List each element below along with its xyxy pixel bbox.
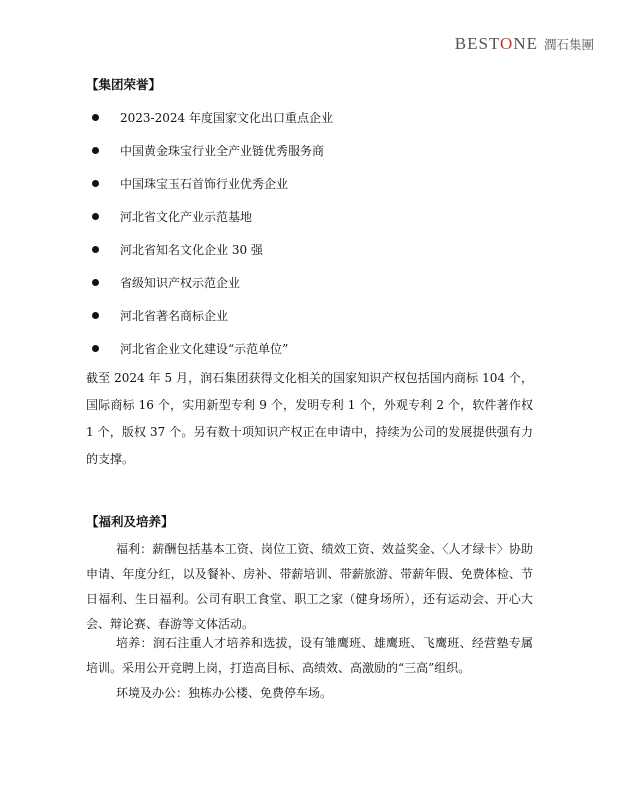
- bullet-icon: [92, 114, 99, 121]
- ip-paragraph: 截至 2024 年 5 月，润石集团获得文化相关的国家知识产权包括国内商标 104 个，国际商标 16 个，实用新型专利 9 个，发明专利 1 个，外观专利 2 个，软件著作权 1 个，版权 37 个。另有数十项知识产权正在申请中，持续为公司的发展提供强有力的支撑。: [86, 371, 533, 466]
- honor-text: 2023-2024 年度国家文化出口重点企业: [120, 111, 333, 125]
- list-item: [90, 167, 333, 200]
- bullet-icon: [92, 180, 99, 187]
- training-paragraph: 培养：润石注重人才培养和选拔，设有雏鹰班、雄鹰班、飞鹰班、经营塾专属培训。采用公开竞聘上岗，打造高目标、高绩效、高激励的“三高”组织。: [86, 636, 533, 675]
- list-item: [90, 233, 333, 266]
- bullet-icon: [92, 345, 99, 352]
- list-item: [90, 101, 333, 134]
- honor-text: 中国黄金珠宝行业全产业链优秀服务商: [120, 144, 325, 158]
- logo-wordmark-suffix: NE: [513, 34, 538, 53]
- welfare-paragraph: 福利：薪酬包括基本工资、岗位工资、绩效工资、效益奖金、〈人才绿卡〉协助申请、年度分红，以及餐补、房补、带薪培训、带薪旅游、带薪年假、免费体检、节日福利、生日福利。公司有职工食堂、职工之家（健身场所），还有运动会、开心大会、辩论赛、春游等文体活动。: [86, 542, 533, 631]
- bullet-icon: [92, 246, 99, 253]
- logo-wordmark: [455, 34, 538, 54]
- honors-list: [90, 101, 333, 365]
- bullet-icon: [92, 279, 99, 286]
- honor-text: 河北省著名商标企业: [120, 309, 229, 323]
- company-logo: [455, 34, 594, 54]
- bullet-icon: [92, 312, 99, 319]
- honor-text: 河北省企业文化建设“示范单位”: [120, 342, 289, 356]
- bullet-icon: [92, 147, 99, 154]
- list-item: [90, 332, 333, 365]
- honor-text: 中国珠宝玉石首饰行业优秀企业: [120, 177, 289, 191]
- environment-paragraph: 环境及办公：独栋办公楼、免费停车场。: [116, 686, 333, 700]
- logo-wordmark-o: O: [500, 34, 514, 53]
- honors-heading: 【集团荣誉】: [86, 77, 162, 92]
- list-item: [90, 134, 333, 167]
- list-item: [90, 266, 333, 299]
- benefits-heading: 【福利及培养】: [86, 514, 174, 529]
- logo-chinese-name: 潤石集團: [543, 37, 594, 52]
- bullet-icon: [92, 213, 99, 220]
- list-item: [90, 299, 333, 332]
- list-item: [90, 200, 333, 233]
- logo-wordmark-prefix: BEST: [454, 34, 501, 53]
- honor-text: 河北省知名文化企业 30 强: [120, 243, 263, 257]
- honor-text: 省级知识产权示范企业: [120, 276, 241, 290]
- honor-text: 河北省文化产业示范基地: [120, 210, 253, 224]
